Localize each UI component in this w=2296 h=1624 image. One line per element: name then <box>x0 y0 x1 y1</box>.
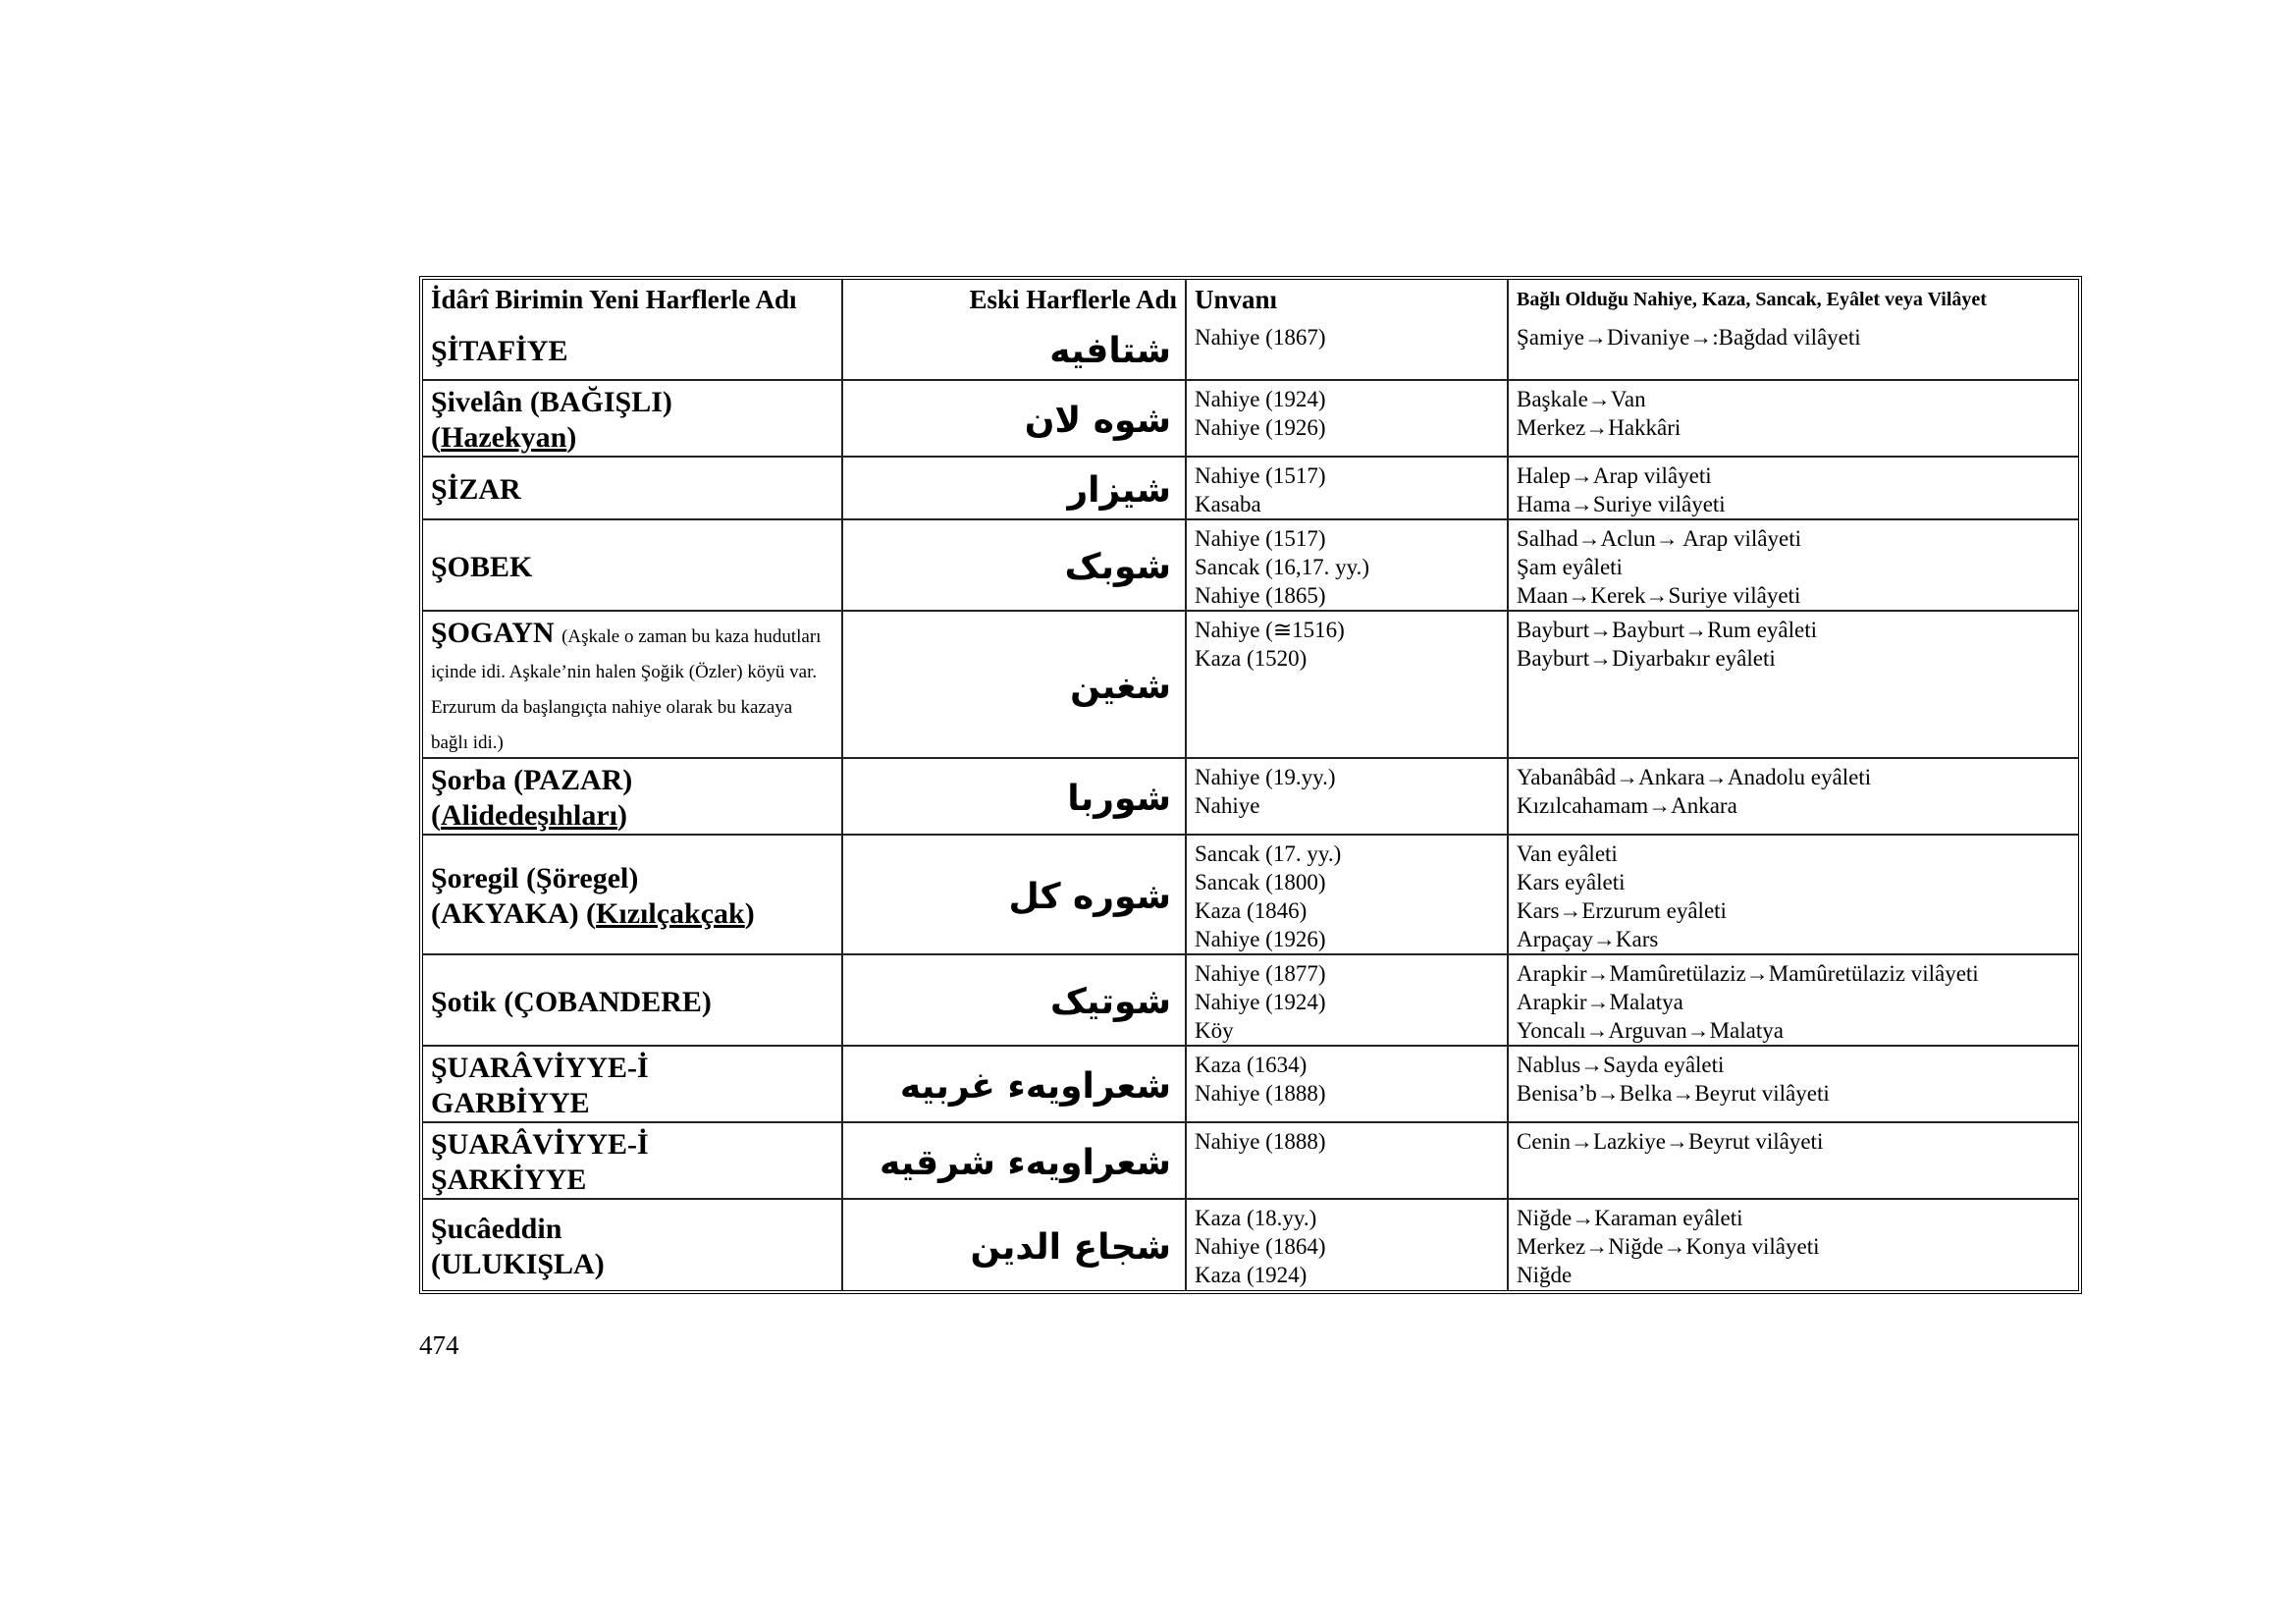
unvan-line: Nahiye (1888) <box>1195 1129 1326 1154</box>
unvan-line: Nahiye (19.yy.) <box>1195 765 1336 789</box>
table-row <box>423 1123 2078 1200</box>
header-bagli: Bağlı Olduğu Nahiye, Kaza, Sancak, Eyâlet veya Vilâyet <box>1517 288 1987 310</box>
unvan-line: Nahiye (1926) <box>1195 415 1326 440</box>
cell-old-name: شوربا <box>843 759 1187 836</box>
bagli-line: Salhad→Aclun→ Arap vilâyeti <box>1517 526 1801 551</box>
bagli-line: Arapkir→Malatya <box>1517 990 1683 1014</box>
cell-old-name: شوره كل <box>843 836 1187 955</box>
bagli-line: Bayburt→Bayburt→Rum eyâleti <box>1517 618 1817 642</box>
cell-bagli <box>1509 759 2078 836</box>
cell-new-name: Şivelân (BAĞIŞLI) (Hazekyan) <box>423 381 843 458</box>
cell-note: (Aşkale o zaman bu kaza hudutları içinde idi. Aşkale’nin halen Şoğik (Özler) köyü var. Erzurum da başlangıçta nahiye olarak bu kazaya bağlı idi.) <box>431 626 822 753</box>
unvan-line: Nahiye (1888) <box>1195 1081 1326 1106</box>
bagli-line: Van eyâleti <box>1517 841 1618 866</box>
cell-unvan <box>1187 759 1509 836</box>
cell-new-name: ŞİTAFİYE <box>423 319 843 381</box>
cell-new-name: ŞUARÂVİYYE-İ GARBİYYE <box>423 1047 843 1123</box>
table-row <box>423 955 2078 1047</box>
cell-bagli <box>1509 612 2078 759</box>
bagli-line: Yabanâbâd→Ankara→Anadolu eyâleti <box>1517 765 1872 789</box>
cell-bagli <box>1509 1200 2078 1290</box>
bagli-line: Nablus→Sayda eyâleti <box>1517 1053 1725 1077</box>
page-number: 474 <box>419 1330 459 1360</box>
bagli-line: Merkez→Niğde→Konya vilâyeti <box>1517 1234 1820 1259</box>
unvan-line: Köy <box>1195 1018 1234 1043</box>
cell-unvan <box>1187 612 1509 759</box>
cell-new-name: Şotik (ÇOBANDERE) <box>423 955 843 1047</box>
unvan-line: Nahiye (1926) <box>1195 927 1326 951</box>
cell-old-name: شوتيک <box>843 955 1187 1047</box>
bagli-line: Kars→Erzurum eyâleti <box>1517 898 1727 923</box>
table-row <box>423 836 2078 955</box>
bagli-line: Bayburt→Diyarbakır eyâleti <box>1517 646 1776 671</box>
table-row <box>423 520 2078 612</box>
bagli-line: Merkez→Hakkâri <box>1517 415 1682 440</box>
bagli-line: Maan→Kerek→Suriye vilâyeti <box>1517 583 1801 608</box>
unvan-line: Sancak (16,17. yy.) <box>1195 555 1369 579</box>
bagli-line: Arapkir→Mamûretülaziz→Mamûretülaziz vilâyeti <box>1517 961 1979 986</box>
cell-old-name: شيزار <box>843 458 1187 520</box>
cell-new-name: ŞİZAR <box>423 458 843 520</box>
cell-old-name: شغين <box>843 612 1187 759</box>
cell-old-name: شتافيه <box>843 319 1187 381</box>
cell-unvan <box>1187 520 1509 612</box>
bagli-line: Halep→Arap vilâyeti <box>1517 463 1712 488</box>
header-new-name: İdârî Birimin Yeni Harflerle Adı <box>423 280 843 319</box>
unvan-line: Kaza (1924) <box>1195 1263 1308 1287</box>
unvan-line: Nahiye (1517) <box>1195 526 1326 551</box>
cell-bagli <box>1509 319 2078 381</box>
cell-unvan <box>1187 381 1509 458</box>
bagli-line: Kızılcahamam→Ankara <box>1517 793 1737 818</box>
header-old-name: Eski Harflerle Adı <box>843 280 1187 319</box>
bagli-line: Yoncalı→Arguvan→Malatya <box>1517 1018 1784 1043</box>
unvan-line: Kaza (18.yy.) <box>1195 1206 1317 1230</box>
cell-new-name: ŞOGAYN (Aşkale o zaman bu kaza hudutları içinde idi. Aşkale’nin halen Şoğik (Özler) köyü var. Erzurum da başlangıçta nahiye olarak bu kazaya bağlı idi.) <box>423 612 843 759</box>
bagli-line: Cenin→Lazkiye→Beyrut vilâyeti <box>1517 1129 1824 1154</box>
cell-new-name: Şoregil (Şöregel) (AKYAKA) (Kızılçakçak) <box>423 836 843 955</box>
bagli-line: Şamiye→Divaniye→:Bağdad vilâyeti <box>1517 325 1861 350</box>
cell-unvan <box>1187 1200 1509 1290</box>
table-header-row <box>423 280 2078 319</box>
cell-new-name: ŞUARÂVİYYE-İ ŞARKİYYE <box>423 1123 843 1200</box>
table-row <box>423 458 2078 520</box>
table-row <box>423 319 2078 381</box>
cell-old-name: شجاع الدين <box>843 1200 1187 1290</box>
bagli-line: Başkale→Van <box>1517 387 1646 411</box>
cell-bagli <box>1509 1047 2078 1123</box>
unvan-line: Nahiye <box>1195 793 1260 818</box>
unvan-line: Nahiye (≅1516) <box>1195 618 1345 642</box>
table-row <box>423 381 2078 458</box>
unvan-line: Nahiye (1924) <box>1195 990 1326 1014</box>
unvan-line: Nahiye (1877) <box>1195 961 1326 986</box>
bagli-line: Benisa’b→Belka→Beyrut vilâyeti <box>1517 1081 1830 1106</box>
unvan-line: Nahiye (1865) <box>1195 583 1326 608</box>
toponym-table <box>419 276 2082 1294</box>
table-row <box>423 612 2078 759</box>
bagli-line: Şam eyâleti <box>1517 555 1623 579</box>
bagli-line: Niğde <box>1517 1263 1573 1287</box>
unvan-line: Kaza (1520) <box>1195 646 1308 671</box>
table-row <box>423 1200 2078 1290</box>
cell-old-name: شوبک <box>843 520 1187 612</box>
cell-unvan <box>1187 955 1509 1047</box>
header-unvan: Unvanı <box>1187 280 1509 319</box>
bagli-line: Kars eyâleti <box>1517 870 1626 894</box>
unvan-line: Nahiye (1864) <box>1195 1234 1326 1259</box>
cell-bagli <box>1509 955 2078 1047</box>
bagli-line: Hama→Suriye vilâyeti <box>1517 492 1726 516</box>
cell-bagli <box>1509 381 2078 458</box>
cell-bagli <box>1509 458 2078 520</box>
cell-unvan <box>1187 319 1509 381</box>
cell-bagli <box>1509 1123 2078 1200</box>
cell-old-name: شعراويهء شرقيه <box>843 1123 1187 1200</box>
cell-new-name: Şucâeddin (ULUKIŞLA) <box>423 1200 843 1290</box>
bagli-line: Niğde→Karaman eyâleti <box>1517 1206 1743 1230</box>
unvan-line: Sancak (17. yy.) <box>1195 841 1342 866</box>
unvan-line: Nahiye (1517) <box>1195 463 1326 488</box>
cell-unvan <box>1187 458 1509 520</box>
cell-unvan <box>1187 1047 1509 1123</box>
unvan-line: Kaza (1634) <box>1195 1053 1308 1077</box>
unvan-line: Kaza (1846) <box>1195 898 1308 923</box>
table-row <box>423 1047 2078 1123</box>
cell-bagli <box>1509 836 2078 955</box>
table-row <box>423 759 2078 836</box>
unvan-line: Sancak (1800) <box>1195 870 1326 894</box>
unvan-line: Nahiye (1924) <box>1195 387 1326 411</box>
cell-unvan <box>1187 1123 1509 1200</box>
cell-bagli <box>1509 520 2078 612</box>
bagli-line: Arpaçay→Kars <box>1517 927 1659 951</box>
cell-old-name: شوه لان <box>843 381 1187 458</box>
unvan-line: Kasaba <box>1195 492 1261 516</box>
cell-unvan <box>1187 836 1509 955</box>
cell-new-name: Şorba (PAZAR) (Alidedeşıhları) <box>423 759 843 836</box>
cell-new-name: ŞOBEK <box>423 520 843 612</box>
cell-old-name: شعراويهء غربيه <box>843 1047 1187 1123</box>
unvan-line: Nahiye (1867) <box>1195 325 1326 350</box>
